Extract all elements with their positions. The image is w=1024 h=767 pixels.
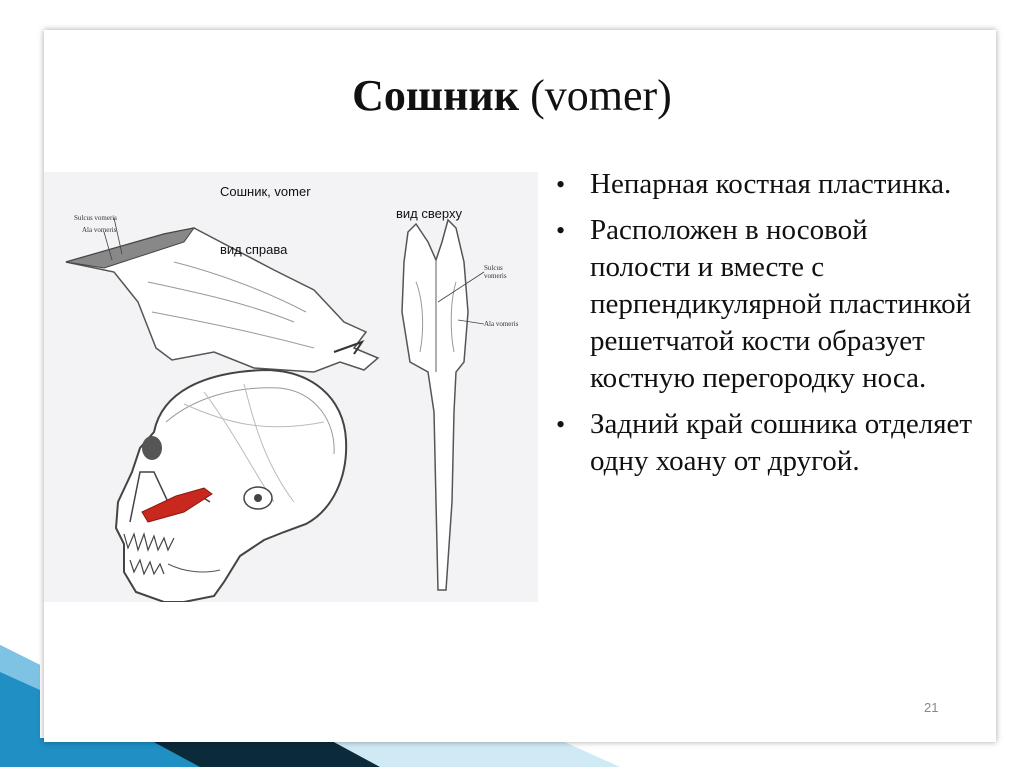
- figure-side-view-label: вид справа: [220, 242, 288, 257]
- bullet-item: [554, 166, 974, 203]
- figure-ala-right: Ala vomeris: [484, 320, 519, 328]
- slide-title: [0, 70, 1024, 121]
- bullet-text: Непарная костная пластинка.: [590, 168, 952, 200]
- bullet-item: [554, 212, 974, 397]
- bullet-dot: •: [556, 410, 566, 439]
- vomer-illustration: [44, 172, 538, 602]
- figure-sulcus-right: Sulcus vomeris: [484, 264, 507, 280]
- bullet-text: Расположен в носовой полости и вместе с перпендикулярной пластинкой решетчатой кости образует костную перегородку носа.: [590, 214, 972, 394]
- figure-sulcus-left: Sulcus vomeris: [74, 214, 117, 222]
- title-rest: (vomer): [530, 71, 672, 120]
- bullet-dot: •: [556, 216, 566, 245]
- figure-top-view-label: вид сверху: [396, 206, 462, 221]
- page-number: 21: [924, 700, 939, 715]
- bullet-dot: •: [556, 170, 566, 199]
- figure-ala-left: Ala vomeris: [82, 226, 117, 234]
- vomer-figure: [44, 172, 538, 602]
- title-bold: Сошник: [352, 71, 520, 120]
- bullet-text: Задний край сошника отделяет одну хоану от другой.: [590, 408, 973, 477]
- bullet-item: [554, 406, 974, 480]
- figure-main-label: Сошник, vomer: [220, 184, 311, 199]
- bullet-list: [554, 166, 974, 489]
